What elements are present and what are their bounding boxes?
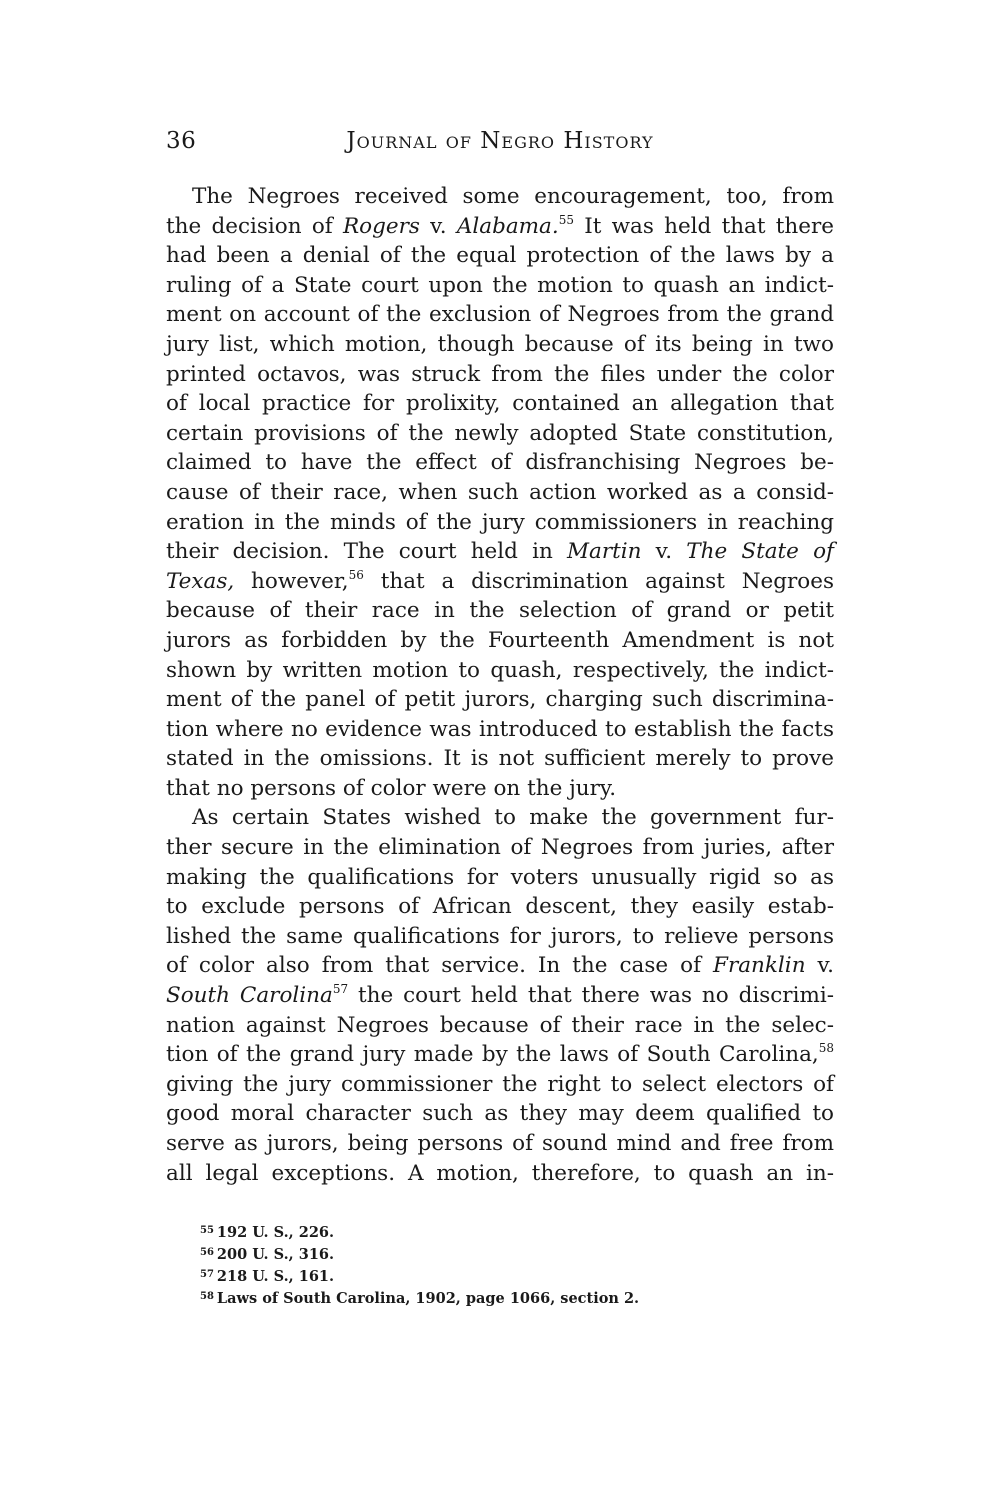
text-line: shown by written motion to quash, respectively, the indict- <box>166 657 834 683</box>
text-line: had been a denial of the equal protection of the laws by a <box>166 243 834 269</box>
text-line: claimed to have the effect of disfranchising Negroes be- <box>166 450 834 476</box>
footnote <box>200 1220 800 1242</box>
paragraph-2 <box>166 803 834 1188</box>
case-name: Martin <box>566 539 642 565</box>
body-text <box>166 182 834 1188</box>
footnote <box>200 1242 800 1264</box>
footnote-ref: 56 <box>348 567 364 582</box>
footnote-ref: 57 <box>332 982 349 997</box>
text-line: that no persons of color were on the jury. <box>166 775 617 801</box>
footnote-ref: 58 <box>818 1041 834 1056</box>
text-line: of local practice for prolixity, contained an allegation that <box>166 391 834 417</box>
text-line: serve as jurors, being persons of sound mind and free from <box>166 1131 834 1156</box>
text-line: to exclude persons of African descent, they easily estab- <box>166 894 834 920</box>
text-line: ruling of a State court upon the motion to quash an indict- <box>166 272 834 298</box>
text-line: printed octavos, was struck from the files under the color <box>166 361 834 387</box>
text-line: because of their race in the selection of grand or petit <box>166 598 834 624</box>
text-line: The Negroes received some encouragement, too, from <box>192 184 834 209</box>
footnote-mark: 58 <box>200 1291 214 1302</box>
footnotes <box>200 1220 800 1308</box>
text-line: cause of their race, when such action worked as a consid- <box>166 479 834 505</box>
page-number: 36 <box>166 128 197 154</box>
case-name: South Carolina <box>166 983 333 1009</box>
footnote <box>200 1286 800 1308</box>
text-line: lished the same qualifications for jurors, to relieve persons <box>166 923 834 949</box>
text-line: of color also from that service. In the case of Franklin v. <box>166 953 834 979</box>
text-line: nation against Negroes because of their race in the selec- <box>166 1012 834 1038</box>
text-line: certain provisions of the newly adopted State constitution, <box>166 420 834 446</box>
text-line: jurors as forbidden by the Fourteenth Amendment is not <box>166 627 834 653</box>
case-name: Alabama. <box>456 213 559 239</box>
case-name: Texas, <box>166 568 235 594</box>
text-line: the decision of Rogers v. Alabama.$^{55}$ It was held that there <box>166 212 834 239</box>
case-name: Rogers <box>342 213 420 239</box>
text-line: ment on account of the exclusion of Negroes from the grand <box>166 302 834 328</box>
footnote-text: 200 U. S., 316. <box>216 1246 335 1263</box>
text-line: stated in the omissions. It is not sufficient merely to prove <box>166 746 834 772</box>
text-line: all legal exceptions. A motion, therefore, to quash an in- <box>166 1160 834 1186</box>
text-line: ther secure in the elimination of Negroes from juries, after <box>166 835 834 861</box>
footnote-mark: 56 <box>200 1247 214 1258</box>
text-line: jury list, which motion, though because of its being in two <box>166 331 834 357</box>
footnote-text: 192 U. S., 226. <box>216 1224 335 1241</box>
text-line: tion of the grand jury made by the laws of South Carolina,$^{58}$ <box>166 1041 834 1068</box>
case-name: Franklin <box>713 953 806 979</box>
footnote-mark: 57 <box>200 1269 214 1280</box>
paragraph-1 <box>166 182 834 803</box>
text-line: eration in the minds of the jury commissioners in reaching <box>166 509 834 535</box>
case-name: The State of <box>686 539 834 565</box>
text-line: their decision. The court held in Martin v. The State of <box>166 539 834 565</box>
footnote-ref: 55 <box>558 212 574 227</box>
text-line: As certain States wished to make the government fur- <box>192 805 834 831</box>
text-line: South Carolina$^{57}$ the court held that there was no discrimi- <box>166 982 834 1009</box>
running-title: Journal of Negro History <box>346 128 654 154</box>
text-line: good moral character such as they may deem qualified to <box>166 1101 834 1127</box>
footnote-text: Laws of South Carolina, 1902, page 1066, section 2. <box>216 1290 640 1307</box>
text-line: giving the jury commissioner the right to select electors of <box>166 1071 834 1097</box>
footnote-mark: 55 <box>200 1225 214 1236</box>
page-header <box>166 128 834 162</box>
text-line: ment of the panel of petit jurors, charging such discrimina- <box>166 687 834 713</box>
text-line: tion where no evidence was introduced to establish the facts <box>166 716 834 742</box>
text-line: making the qualifications for voters unusually rigid so as <box>166 864 834 890</box>
footnote-text: 218 U. S., 161. <box>216 1268 335 1285</box>
text-line: Texas, however,$^{56}$ that a discrimination against Negroes <box>166 567 834 594</box>
footnote <box>200 1264 800 1286</box>
